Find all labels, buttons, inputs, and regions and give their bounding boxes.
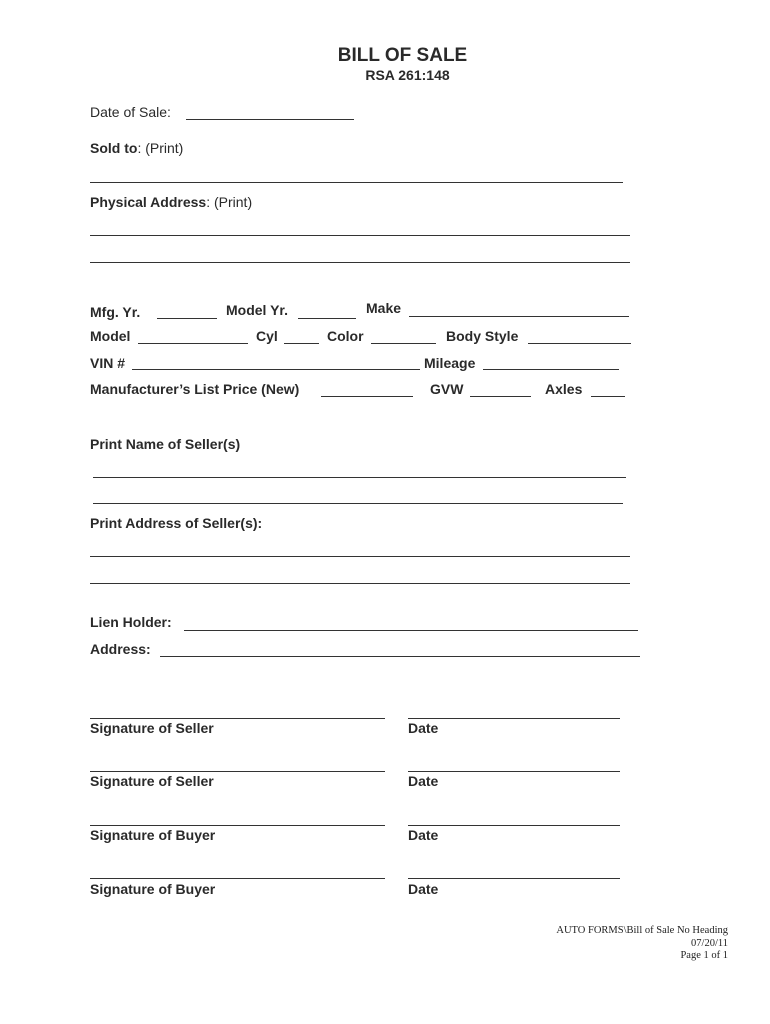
seller-date-line-2[interactable] [408, 771, 620, 772]
mileage-field[interactable] [483, 369, 619, 370]
mfg-yr-field[interactable] [157, 318, 217, 319]
seller-name-field-1[interactable] [93, 477, 626, 478]
buyer-signature-line-2[interactable] [90, 878, 385, 879]
physical-address-field-2[interactable] [90, 262, 630, 263]
cyl-label: Cyl [256, 328, 278, 344]
buyer-signature-line-1[interactable] [90, 825, 385, 826]
list-price-label: Manufacturer’s List Price (New) [90, 381, 300, 397]
cyl-field[interactable] [284, 343, 319, 344]
buyer-date-label-2: Date [408, 881, 439, 897]
statute-reference: RSA 261:148 [365, 67, 450, 83]
model-yr-label: Model Yr. [226, 302, 288, 318]
footer-file-path: AUTO FORMS\Bill of Sale No Heading [556, 925, 728, 936]
buyer-date-line-1[interactable] [408, 825, 620, 826]
lien-holder-field[interactable] [184, 630, 638, 631]
seller-signature-line-2[interactable] [90, 771, 385, 772]
seller-signature-label-2: Signature of Seller [90, 773, 214, 789]
physical-address-hint: : (Print) [206, 194, 253, 210]
buyer-signature-label-2: Signature of Buyer [90, 881, 216, 897]
physical-address-label: Physical Address [90, 194, 207, 210]
mfg-yr-label: Mfg. Yr. [90, 304, 141, 320]
sold-to-label: Sold to [90, 140, 138, 156]
lien-holder-label: Lien Holder: [90, 614, 172, 630]
seller-date-line-1[interactable] [408, 718, 620, 719]
seller-signature-line-1[interactable] [90, 718, 385, 719]
seller-name-field-2[interactable] [93, 503, 623, 504]
vin-label: VIN # [90, 355, 126, 371]
seller-date-label-2: Date [408, 773, 439, 789]
buyer-date-label-1: Date [408, 827, 439, 843]
lien-address-label: Address: [90, 641, 151, 657]
date-of-sale-field[interactable] [186, 119, 354, 120]
seller-signature-label-1: Signature of Seller [90, 720, 214, 736]
buyer-date-line-2[interactable] [408, 878, 620, 879]
seller-address-field-1[interactable] [90, 556, 630, 557]
color-field[interactable] [371, 343, 436, 344]
model-yr-field[interactable] [298, 318, 356, 319]
lien-address-field[interactable] [160, 656, 640, 657]
footer-page-number: Page 1 of 1 [680, 950, 728, 961]
seller-address-label: Print Address of Seller(s): [90, 515, 263, 531]
buyer-signature-label-1: Signature of Buyer [90, 827, 216, 843]
sold-to-hint: : (Print) [137, 140, 184, 156]
list-price-field[interactable] [321, 396, 413, 397]
model-field[interactable] [138, 343, 248, 344]
model-label: Model [90, 328, 131, 344]
sold-to-label-group [90, 140, 183, 156]
gvw-field[interactable] [470, 396, 531, 397]
seller-name-label: Print Name of Seller(s) [90, 436, 241, 452]
sold-to-field[interactable] [90, 182, 623, 183]
physical-address-label-group [90, 194, 252, 210]
date-of-sale-label: Date of Sale: [90, 104, 171, 120]
vin-field[interactable] [132, 369, 420, 370]
axles-field[interactable] [591, 396, 625, 397]
mileage-label: Mileage [424, 355, 476, 371]
body-style-field[interactable] [528, 343, 631, 344]
seller-date-label-1: Date [408, 720, 439, 736]
body-style-label: Body Style [446, 328, 519, 344]
make-field[interactable] [409, 316, 629, 317]
axles-label: Axles [545, 381, 583, 397]
color-label: Color [327, 328, 364, 344]
physical-address-field-1[interactable] [90, 235, 630, 236]
page-title: BILL OF SALE [337, 45, 468, 66]
seller-address-field-2[interactable] [90, 583, 630, 584]
make-label: Make [366, 300, 402, 316]
footer-date: 07/20/11 [691, 938, 728, 949]
gvw-label: GVW [430, 381, 464, 397]
